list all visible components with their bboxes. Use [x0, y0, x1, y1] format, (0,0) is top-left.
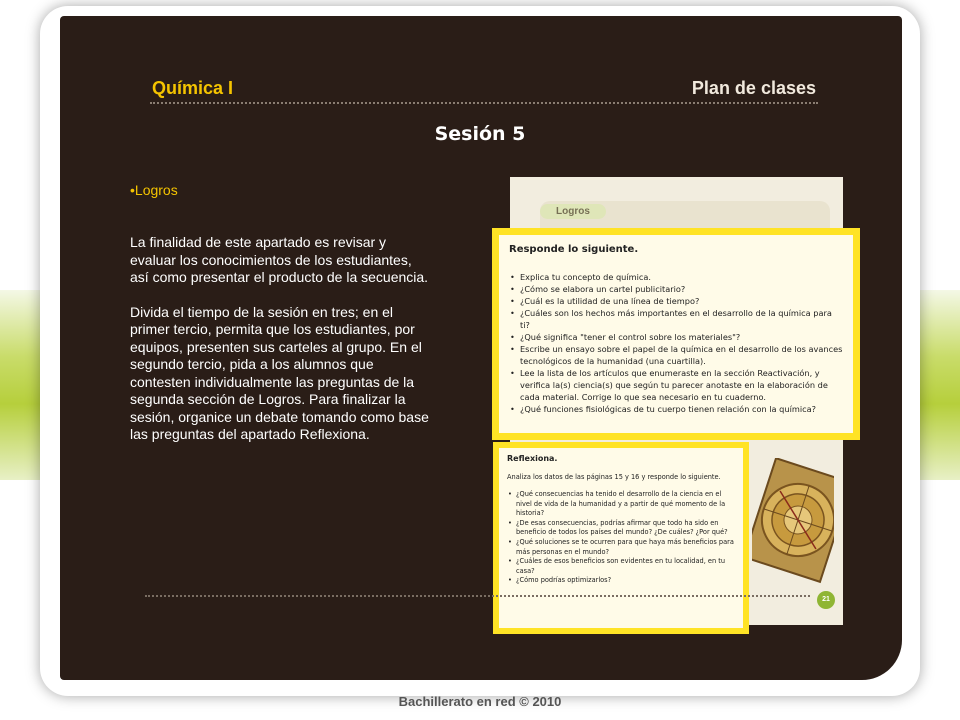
reflexiona-box-title: Reflexiona.: [507, 454, 558, 463]
list-item: • ¿Qué significa "tener el control sobre los materiales"?: [509, 331, 844, 343]
list-item: • ¿Qué soluciones se te ocurren para que haya más beneficios para más personas en el mundo?: [507, 538, 737, 557]
body-text: [130, 234, 430, 461]
list-item: • ¿De esas consecuencias, podrías afirmar que todo ha sido en beneficio de todos los países del mundo? ¿De cuáles? ¿Por qué?: [507, 519, 737, 538]
list-item: • ¿Qué consecuencias ha tenido el desarrollo de la ciencia en el nivel de vida de la humanidad y a partir de qué momento de la historia?: [507, 490, 737, 519]
reflexiona-box: [493, 442, 749, 634]
list-item: • Lee la lista de los artículos que enumeraste en la sección Reactivación, y verifica la(s) ciencia(s) que según tu parecer anotaste en la elaboración de cada material. Corrige lo que sea necesario en tu cuaderno.: [509, 367, 844, 403]
responde-box-title: Responde lo siguiente.: [509, 244, 639, 255]
list-item: • ¿Cuáles son los hechos más importantes en el desarrollo de la química para ti?: [509, 307, 844, 331]
reflexiona-list: [507, 490, 737, 586]
footer-credit: Bachillerato en red © 2010: [398, 694, 562, 709]
page-number-badge: 21: [817, 591, 835, 609]
responde-list: [509, 271, 844, 415]
page-tab-label: Logros: [540, 204, 606, 219]
bottom-divider: [145, 595, 810, 597]
session-title: Sesión 5: [434, 123, 526, 145]
header-row: [150, 78, 818, 104]
paragraph-instructions: Divida el tiempo de la sesión en tres; en el primer tercio, permita que los estudiantes, por equipos, presenten sus carteles al grupo. En el segundo tercio, pida a los alumnos que contesten individualmente las preguntas de la segunda sección de Logros. Para finalizar la sesión, organice un debate tomando como base las preguntas del apartado Reflexiona.: [130, 303, 429, 442]
responde-box: [492, 228, 860, 440]
list-item: • ¿Cuál es la utilidad de una línea de tiempo?: [509, 295, 844, 307]
list-item: • ¿Cómo podrías optimizarlos?: [507, 576, 737, 586]
paragraph-purpose: La finalidad de este apartado es revisar y evaluar los conocimientos de los estudiantes, así como presentar el producto de la secuencia.: [130, 234, 429, 285]
list-item: • ¿Cuáles de esos beneficios son evidentes en tu localidad, en tu casa?: [507, 557, 737, 576]
astrolabe-illustration: [752, 458, 834, 586]
subject-title: Química I: [152, 78, 234, 98]
section-bullet-logros: •Logros: [130, 182, 178, 198]
list-item: • Explica tu concepto de química.: [509, 271, 844, 283]
reflexiona-intro: Analiza los datos de las páginas 15 y 16 y responde lo siguiente.: [507, 473, 721, 481]
document-type-title: Plan de clases: [691, 78, 816, 98]
list-item: • Escribe un ensayo sobre el papel de la química en el desarrollo de los avances tecnológicos de la humanidad (una cuartilla).: [509, 343, 844, 367]
list-item: • ¿Cómo se elabora un cartel publicitario?: [509, 283, 844, 295]
list-item: • ¿Qué funciones fisiológicas de tu cuerpo tienen relación con la química?: [509, 403, 844, 415]
